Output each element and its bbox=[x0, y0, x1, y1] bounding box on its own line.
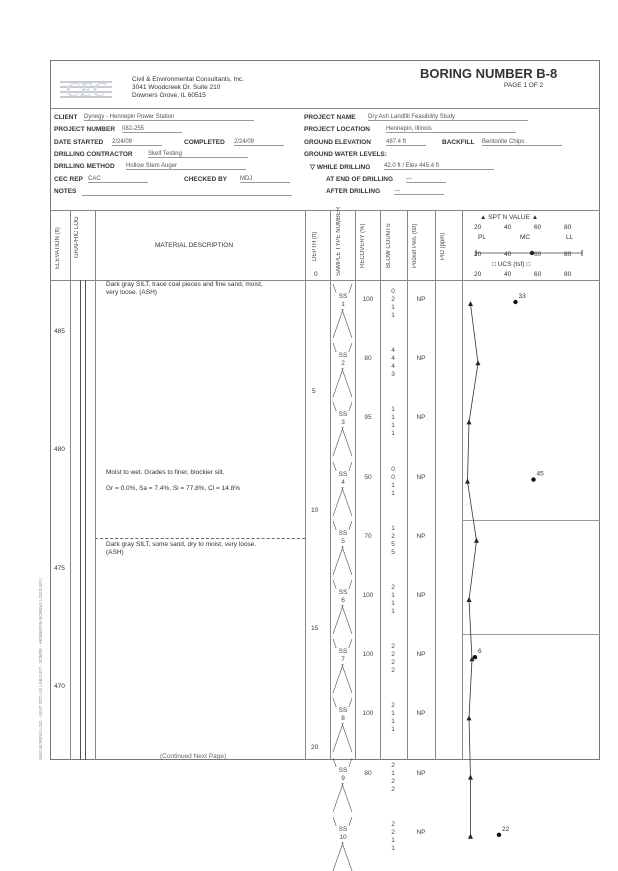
sample-blows: 0 2 1 1 bbox=[391, 288, 395, 319]
elevation-label-485: 485 bbox=[54, 328, 65, 335]
checked-by-value: MDJ bbox=[240, 176, 290, 183]
spt-n-point bbox=[474, 538, 479, 543]
depth-label-20: 20 bbox=[311, 744, 319, 751]
spt-plot bbox=[462, 280, 600, 833]
ucs-tick-3: 60 bbox=[534, 271, 542, 278]
ucs-title: □ UCS (tsf) □ bbox=[492, 261, 531, 268]
sample-blows: 1 2 5 5 bbox=[391, 524, 395, 556]
sample-id: SS 5 bbox=[333, 530, 353, 546]
elevation-label-475: 475 bbox=[54, 565, 65, 572]
sample-blows: 2 2 1 1 bbox=[391, 820, 395, 852]
sample-recovery: 80 bbox=[364, 355, 372, 363]
sample-id: SS 9 bbox=[333, 767, 353, 783]
cec-rep-label: CEC REP bbox=[54, 176, 83, 183]
spt-n-line bbox=[468, 304, 479, 837]
sample-id: SS 4 bbox=[333, 471, 353, 487]
depth-label-5: 5 bbox=[312, 388, 316, 395]
ground-elevation-value: 487.4 ft bbox=[386, 139, 426, 146]
material-2: Moist to wet. Grades to finer, blockier silt. Gr = 0.0%, Sa = 7.4%, Si = 77.8%, Cl = 14.8% bbox=[106, 469, 241, 492]
col-depth: DEPTH (ft) bbox=[312, 231, 318, 261]
project-number-label: PROJECT NUMBER bbox=[54, 126, 116, 133]
ll-label: LL bbox=[566, 234, 574, 241]
col-pocket-pen: Pocket Pen. (tsf) bbox=[412, 223, 418, 269]
spt-n-point bbox=[476, 360, 481, 365]
sample-pocket-pen: NP bbox=[416, 710, 426, 718]
elevation-label-480: 480 bbox=[54, 446, 65, 453]
col-graphic-log: GRAPHIC LOG bbox=[74, 216, 80, 258]
continued-next-page: (Continued Next Page) bbox=[160, 753, 227, 760]
sample-pocket-pen: NP bbox=[416, 355, 426, 363]
spt-n-point bbox=[468, 834, 473, 839]
pl-mc-ll-key bbox=[474, 243, 584, 249]
sample-pocket-pen: NP bbox=[416, 592, 426, 599]
company-name: Civil & Environmental Consultants, Inc. bbox=[132, 76, 244, 83]
spt-tick-4: 80 bbox=[564, 224, 572, 231]
sample-recovery: 80 bbox=[364, 769, 372, 777]
sample-blows: 4 4 4 3 bbox=[391, 347, 395, 379]
sample-recovery: 100 bbox=[362, 710, 374, 718]
page-label: PAGE 1 OF 2 bbox=[504, 82, 544, 89]
spt-n-point bbox=[467, 597, 472, 602]
spt-tick-2: 40 bbox=[504, 224, 512, 231]
sample-pocket-pen: NP bbox=[416, 769, 426, 777]
spt-n-point bbox=[465, 479, 470, 484]
while-drilling-value: 42.0 ft / Elev 445.4 ft bbox=[384, 163, 494, 170]
logo-text: CEC bbox=[65, 79, 107, 101]
sample-id: SS 7 bbox=[333, 648, 353, 664]
project-location-value: Hennepin, Illinois bbox=[386, 126, 516, 133]
drilling-method-label: DRILLING METHOD bbox=[54, 163, 115, 170]
sample-blows: 2 1 2 2 bbox=[391, 761, 395, 793]
mc-label: 22 bbox=[502, 825, 510, 833]
project-location-label: PROJECT LOCATION bbox=[304, 126, 370, 133]
col-blow-counts: BLOW COUNTS bbox=[386, 223, 392, 269]
spt-n-point bbox=[467, 419, 472, 424]
sample-pocket-pen: NP bbox=[416, 296, 426, 303]
depth-label-15: 15 bbox=[311, 625, 319, 632]
ucs-tick-4: 80 bbox=[564, 271, 572, 278]
sample-recovery: 50 bbox=[364, 473, 372, 481]
col-sample-type: SAMPLE TYPE NUMBER bbox=[336, 206, 342, 276]
spt-tick-3: 60 bbox=[534, 224, 542, 231]
company-address-1: 3041 Woodcreek Dr. Suite 210 bbox=[132, 84, 221, 91]
sample-recovery: 100 bbox=[362, 592, 374, 599]
mc-tick-1: 20 bbox=[474, 251, 482, 258]
water-level-icon: ▽ bbox=[310, 164, 317, 171]
drilling-method-value: Hollow Stem Auger bbox=[126, 163, 246, 170]
sample-id: SS 6 bbox=[333, 589, 353, 605]
col-recovery: RECOVERY (%) bbox=[360, 223, 366, 269]
side-text: GEO BORING LOG - GINT STD US LAB.GDT - 3/28/09 - HENNEPIN BORING LOGS.GPJ bbox=[38, 578, 43, 760]
mc-tick-3: 60 bbox=[534, 251, 542, 258]
mc-label: MC bbox=[520, 234, 531, 241]
completed-label: COMPLETED bbox=[184, 139, 225, 146]
pl-label: PL bbox=[478, 234, 486, 241]
backfill-value: Bentonite Chips bbox=[482, 139, 562, 146]
sample-id: SS 8 bbox=[333, 707, 353, 723]
mc-tick-2: 40 bbox=[504, 251, 512, 258]
sample-blows: 1 1 1 1 bbox=[391, 406, 395, 438]
after-drilling-value: --- bbox=[394, 188, 444, 195]
completed-value: 2/24/09 bbox=[234, 139, 284, 146]
sample-pocket-pen: NP bbox=[416, 473, 426, 481]
mc-point bbox=[473, 655, 477, 659]
date-started-label: DATE STARTED bbox=[54, 139, 104, 146]
sample-blows: 0 0 1 1 bbox=[391, 465, 395, 497]
checked-by-label: CHECKED BY bbox=[184, 176, 227, 183]
project-number-value: 082-255 bbox=[122, 126, 182, 133]
client-label: CLIENT bbox=[54, 114, 78, 121]
notes-value bbox=[82, 188, 292, 196]
client-value: Dynegy - Hennepin Power Station bbox=[84, 114, 254, 121]
sample-pocket-pen: NP bbox=[416, 828, 426, 836]
mc-point bbox=[531, 477, 535, 481]
sample-blows: 2 1 1 1 bbox=[391, 584, 395, 615]
mc-tick-4: 80 bbox=[564, 251, 572, 258]
sample-pocket-pen: NP bbox=[416, 532, 426, 540]
spt-title: ▲ SPT N VALUE ▲ bbox=[480, 214, 539, 221]
material-3: Dark gray SILT, some sand, dry to moist, very loose. (ASH) bbox=[106, 541, 257, 556]
col-material-description: MATERIAL DESCRIPTION bbox=[155, 242, 234, 249]
notes-label: NOTES bbox=[54, 188, 77, 195]
spt-n-point bbox=[467, 715, 472, 720]
col-pid: PID (ppm) bbox=[440, 232, 446, 260]
end-drilling-value: --- bbox=[406, 176, 446, 183]
boring-number-title: BORING NUMBER B-8 bbox=[420, 66, 558, 81]
col-elevation: ELEVATION (ft) bbox=[55, 227, 61, 269]
while-drilling-label: ▽ WHILE DRILLING bbox=[310, 164, 371, 171]
sample-recovery: 100 bbox=[362, 296, 374, 303]
sample-id: SS 2 bbox=[333, 352, 353, 368]
elevation-label-470: 470 bbox=[54, 683, 65, 690]
sample-blows: 2 2 2 2 bbox=[391, 643, 395, 675]
spt-n-point bbox=[468, 775, 473, 780]
ucs-tick-1: 20 bbox=[474, 271, 482, 278]
material-1: Dark gray SILT, trace coal pieces and fine sand, moist, very loose. (ASH) bbox=[106, 281, 263, 296]
project-name-value: Dry Ash Landfill Feasibility Study bbox=[368, 114, 528, 121]
end-drilling-label: AT END OF DRILLING bbox=[326, 176, 394, 183]
spt-n-point bbox=[468, 301, 473, 306]
sample-recovery: 95 bbox=[364, 414, 372, 422]
mc-label: 33 bbox=[518, 293, 526, 300]
sample-id: SS 1 bbox=[333, 293, 353, 309]
spt-tick-1: 20 bbox=[474, 224, 482, 231]
sample-blows: 2 1 1 1 bbox=[391, 702, 395, 734]
sample-pocket-pen: NP bbox=[416, 651, 426, 659]
drilling-contractor-label: DRILLING CONTRACTOR bbox=[54, 151, 133, 158]
cec-rep-value: CAC bbox=[88, 176, 148, 183]
ucs-tick-2: 40 bbox=[504, 271, 512, 278]
depth-label-10: 10 bbox=[311, 507, 319, 514]
ground-water-label: GROUND WATER LEVELS: bbox=[304, 151, 387, 158]
sample-pocket-pen: NP bbox=[416, 414, 426, 422]
company-address-2: Downers Grove, IL 60515 bbox=[132, 92, 206, 99]
sample-recovery: 100 bbox=[362, 651, 374, 659]
backfill-label: BACKFILL bbox=[442, 139, 475, 146]
depth-zero: 0 bbox=[314, 271, 318, 278]
after-drilling-label: AFTER DRILLING bbox=[326, 188, 381, 195]
mc-point bbox=[513, 300, 517, 304]
drilling-contractor-value: Skelf Testing bbox=[148, 151, 248, 158]
sample-recovery: 70 bbox=[364, 532, 372, 540]
company-logo bbox=[60, 78, 112, 100]
sample-id: SS 10 bbox=[333, 826, 353, 842]
project-name-label: PROJECT NAME bbox=[304, 114, 356, 121]
mc-label: 6 bbox=[478, 648, 482, 656]
date-started-value: 2/24/09 bbox=[112, 139, 162, 146]
mc-label: 45 bbox=[536, 470, 544, 478]
ground-elevation-label: GROUND ELEVATION bbox=[304, 139, 371, 146]
sample-id: SS 3 bbox=[333, 411, 353, 427]
mc-point bbox=[497, 833, 501, 837]
